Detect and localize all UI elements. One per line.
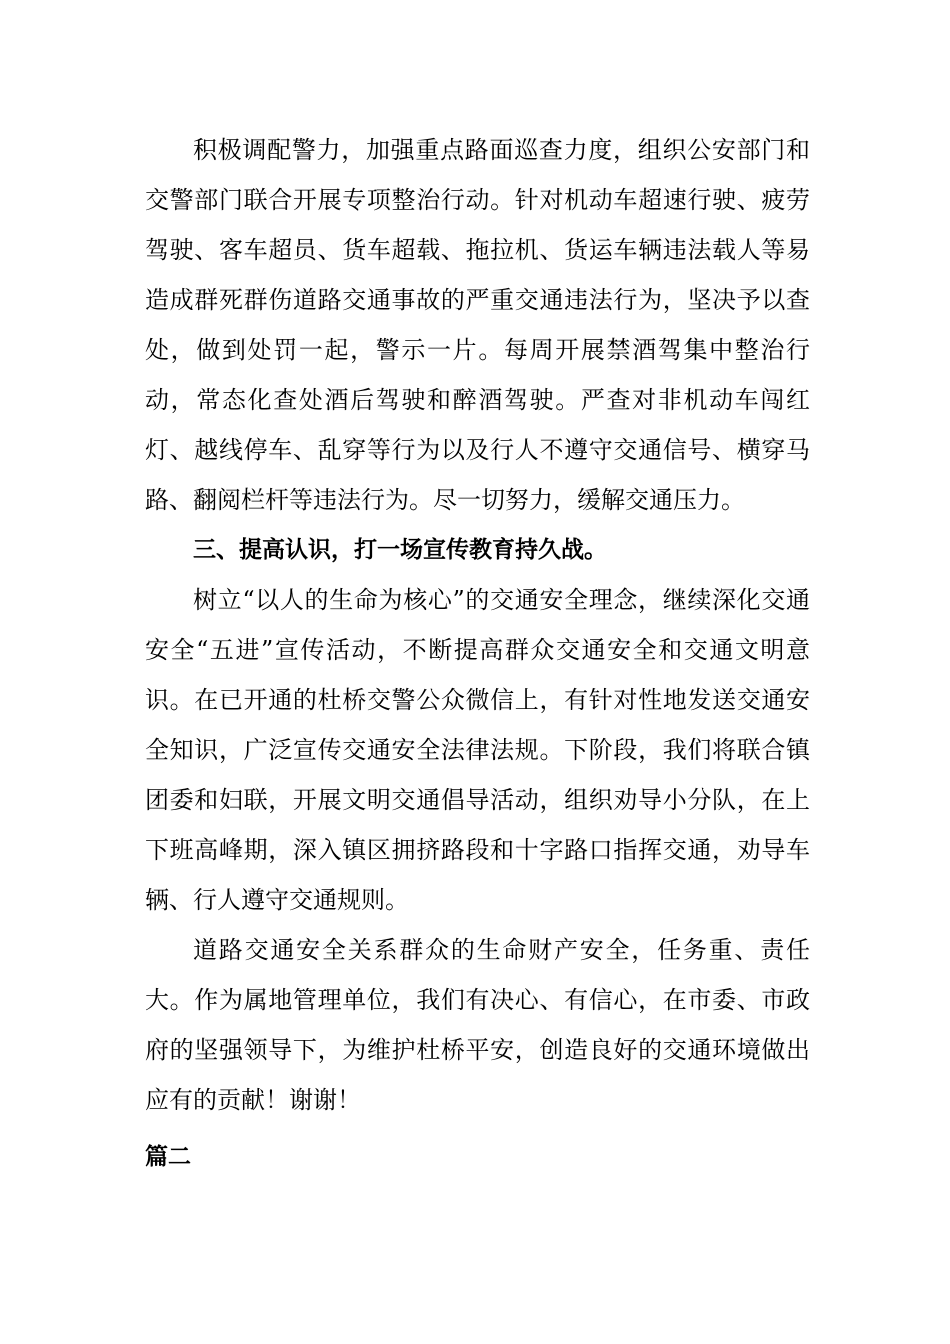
paragraph-conclusion: 道路交通安全关系群众的生命财产安全，任务重、责任大。作为属地管理单位，我们有决心、有信心，在市委、市政府的坚强领导下，为维护杜桥平安，创造良好的交通环境做出应有的贡献！谢谢！ bbox=[145, 936, 810, 1114]
section-title-part-two: 篇二 bbox=[145, 1144, 191, 1170]
section-heading-three: 三、提高认识，打一场宣传教育持久战。 bbox=[193, 537, 607, 563]
paragraph-education: 树立“以人的生命为核心”的交通安全理念，继续深化交通安全“五进”宣传活动，不断提高群众交通安全和交通文明意识。在已开通的杜桥交警公众微信上，有针对性地发送交通安全知识，广泛宣传交通安全法律法规。下阶段，我们将联合镇团委和妇联，开展文明交通倡导活动，组织劝导小分队，在上下班高峰期，深入镇区拥挤路段和十字路口指挥交通，劝导车辆、行人遵守交通规则。 bbox=[145, 586, 810, 914]
document-body bbox=[145, 125, 810, 1125]
paragraph-enforcement: 积极调配警力，加强重点路面巡查力度，组织公安部门和交警部门联合开展专项整治行动。针对机动车超速行驶、疲劳驾驶、客车超员、货车超载、拖拉机、货运车辆违法载人等易造成群死群伤道路交通事故的严重交通违法行为，坚决予以查处，做到处罚一起，警示一片。每周开展禁酒驾集中整治行动，常态化查处酒后驾驶和醉酒驾驶。严查对非机动车闯红灯、越线停车、乱穿等行为以及行人不遵守交通信号、横穿马路、翻阅栏杆等违法行为。尽一切努力，缓解交通压力。 bbox=[145, 136, 810, 514]
